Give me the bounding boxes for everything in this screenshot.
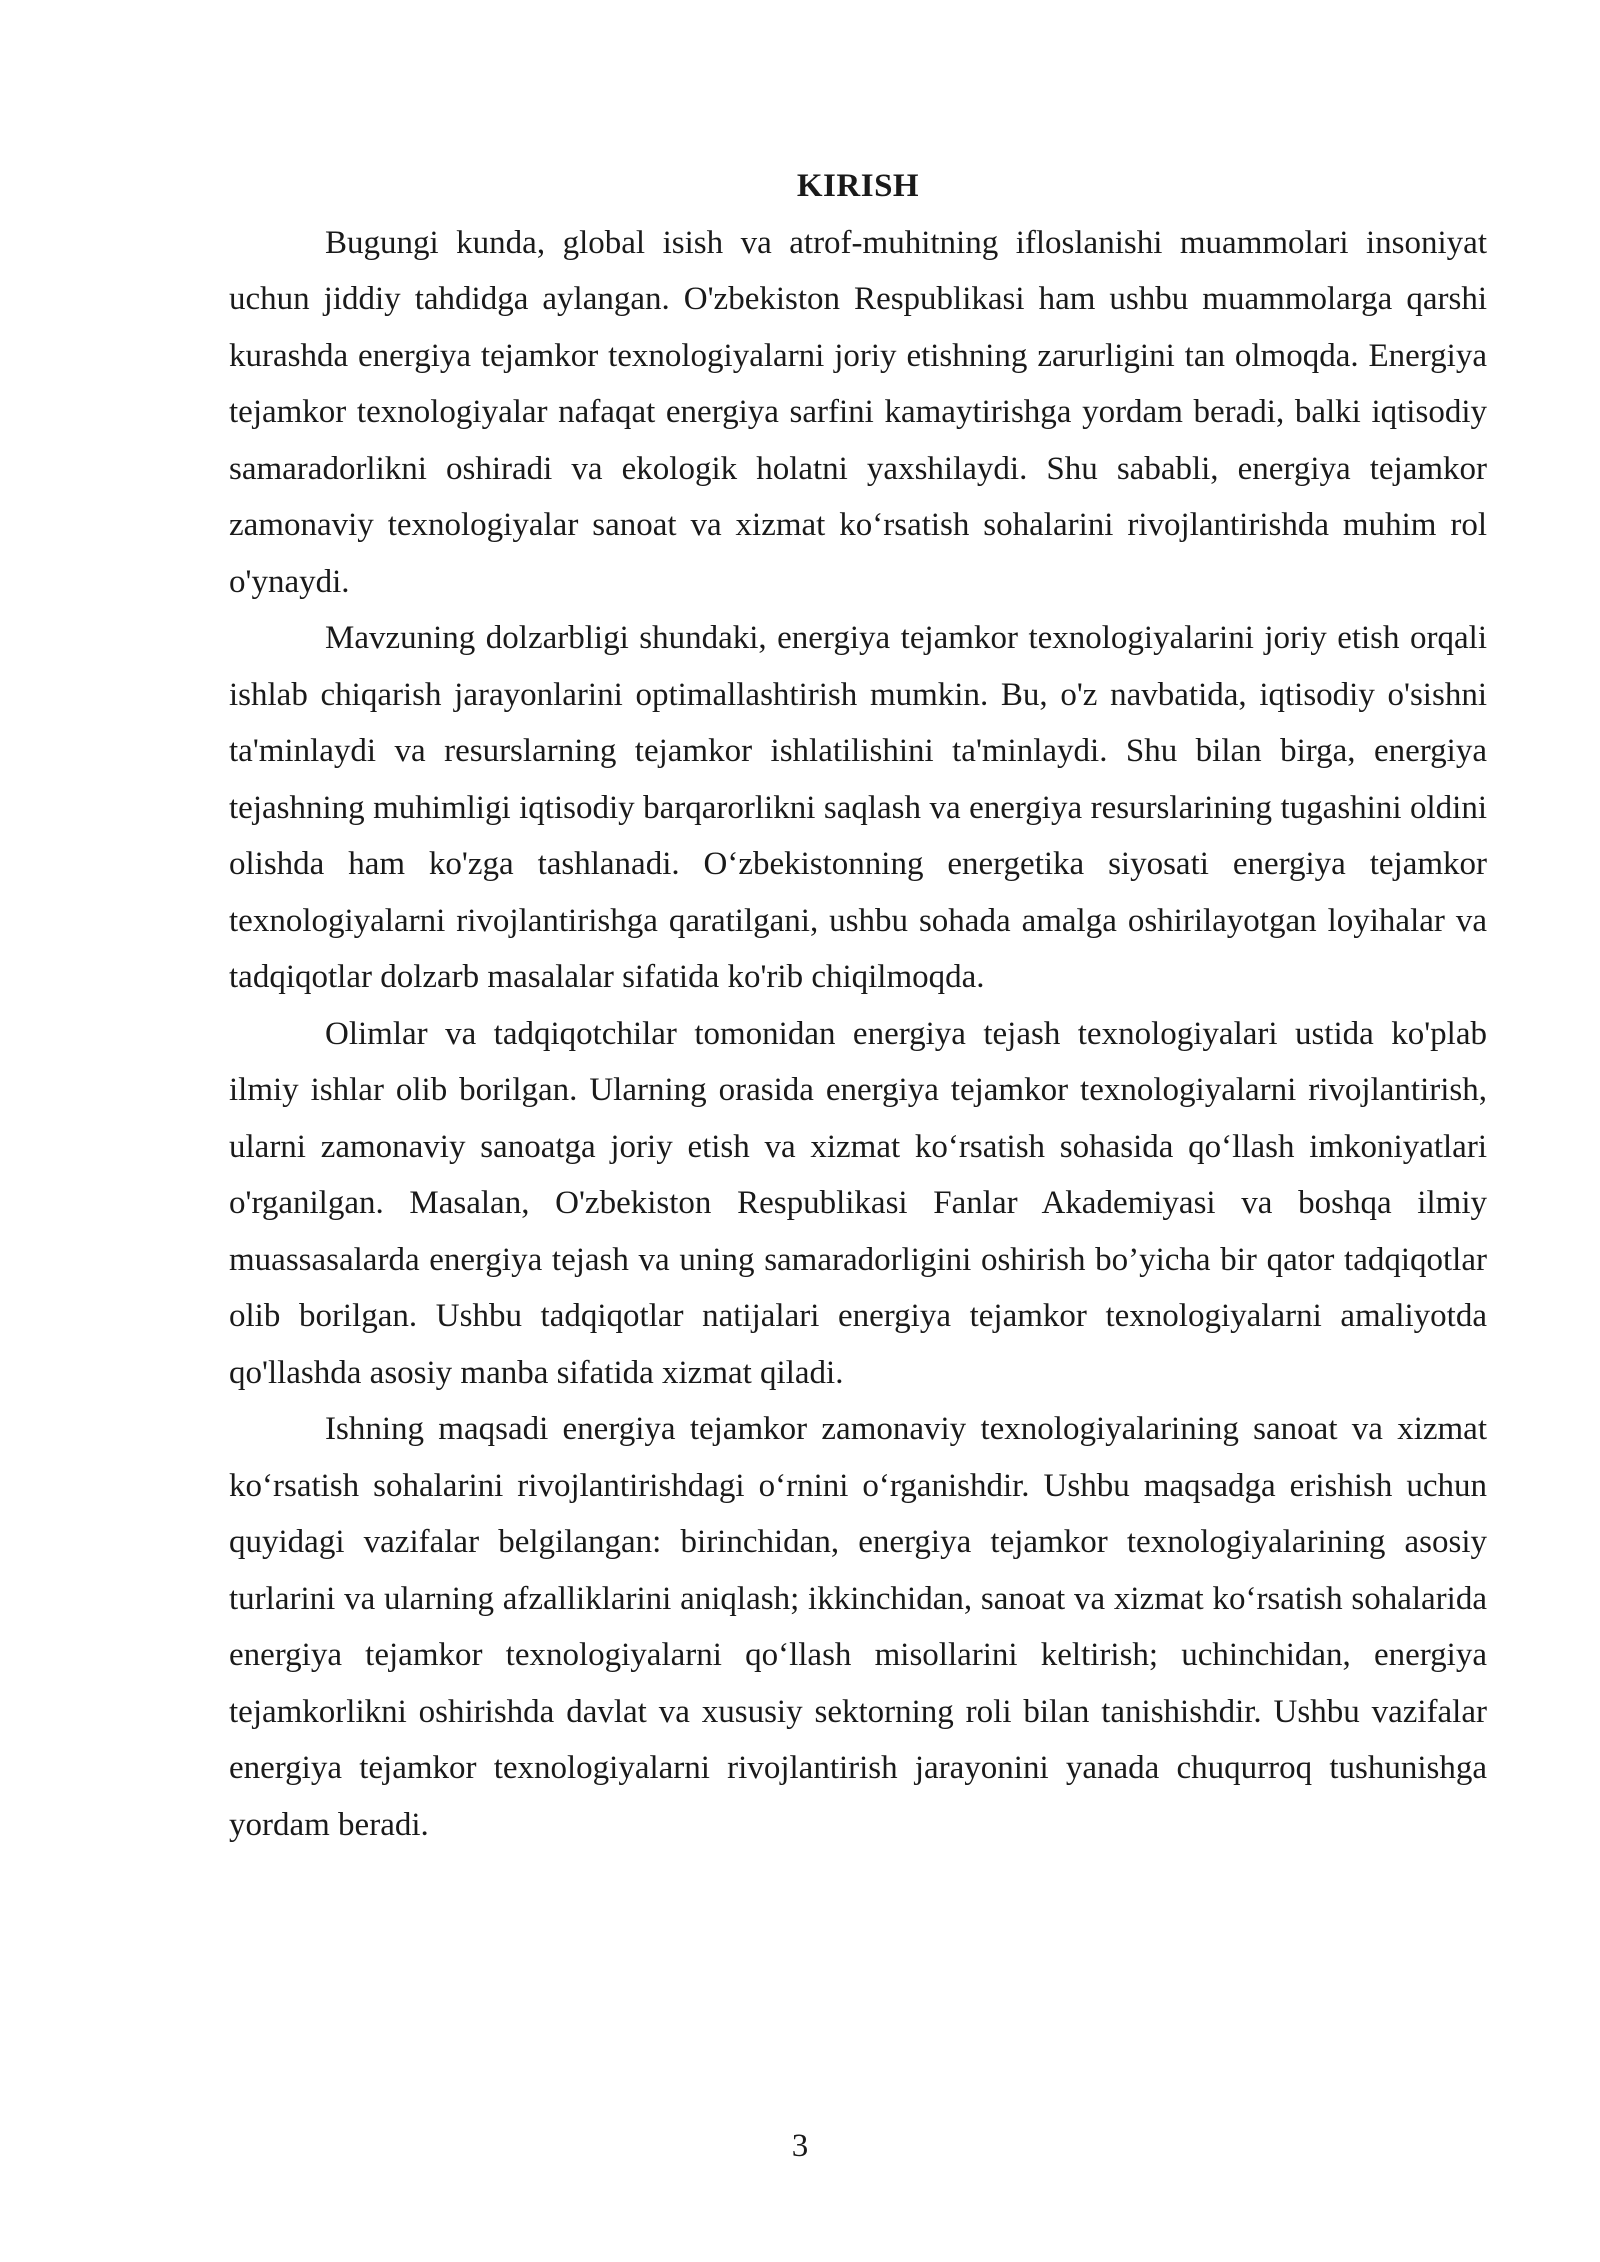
paragraph-intro: Bugungi kunda, global isish va atrof-muhitning ifloslanishi muammolari insoniyat uchun jiddiy tahdidga aylangan. O'zbekiston Respublikasi ham ushbu muammolarga qarshi kurashda energiya tejamkor texnologiyalarni joriy etishning zarurligini tan olmoqda. Energiya tejamkor texnologiyalar nafaqat energiya sarfini kamaytirishga yordam beradi, balki iqtisodiy samaradorlikni oshiradi va ekologik holatni yaxshilaydi. Shu sababli, energiya tejamkor zamonaviy texnologiyalar sanoat va xizmat ko‘rsatish sohalarini rivojlantirishda muhim rol o'ynaydi. <box>229 224 1487 600</box>
page-content <box>229 158 1487 1853</box>
section-title: KIRISH <box>796 168 920 204</box>
paragraph-research: Olimlar va tadqiqotchilar tomonidan energiya tejash texnologiyalari ustida ko'plab ilmiy ishlar olib borilgan. Ularning orasida energiya tejamkor texnologiyalarni rivojlantirish, ularni zamonaviy sanoatga joriy etish va xizmat ko‘rsatish sohasida qo‘llash imkoniyatlari o'rganilgan. Masalan, O'zbekiston Respublikasi Fanlar Akademiyasi va boshqa ilmiy muassasalarda energiya tejash va uning samaradorligini oshirish bo’yicha bir qator tadqiqotlar olib borilgan. Ushbu tadqiqotlar natijalari energiya tejamkor texnologiyalarni amaliyotda qo'llashda asosiy manba sifatida xizmat qiladi. <box>229 1015 1487 1391</box>
page-number: 3 <box>791 2128 809 2164</box>
paragraph-relevance: Mavzuning dolzarbligi shundaki, energiya tejamkor texnologiyalarini joriy etish orqali ishlab chiqarish jarayonlarini optimallashtirish mumkin. Bu, o'z navbatida, iqtisodiy o'sishni ta'minlaydi va resurslarning tejamkor ishlatilishini ta'minlaydi. Shu bilan birga, energiya tejashning muhimligi iqtisodiy barqarorlikni saqlash va energiya resurslarining tugashini oldini olishda ham ko'zga tashlanadi. O‘zbekistonning energetika siyosati energiya tejamkor texnologiyalarni rivojlantirishga qaratilgani, ushbu sohada amalga oshirilayotgan loyihalar va tadqiqotlar dolzarb masalalar sifatida ko'rib chiqilmoqda. <box>229 620 1487 995</box>
paragraph-goal: Ishning maqsadi energiya tejamkor zamonaviy texnologiyalarining sanoat va xizmat ko‘rsatish sohalarini rivojlantirishdagi o‘rnini o‘rganishdir. Ushbu maqsadga erishish uchun quyidagi vazifalar belgilangan: birinchidan, energiya tejamkor texnologiyalarining asosiy turlarini va ularning afzalliklarini aniqlash; ikkinchidan, sanoat va xizmat ko‘rsatish sohalarida energiya tejamkor texnologiyalarni qo‘llash misollarini keltirish; uchinchidan, energiya tejamkorlikni oshirishda davlat va xususiy sektorning roli bilan tanishishdir. Ushbu vazifalar energiya tejamkor texnologiyalarni rivojlantirish jarayonini yanada chuqurroq tushunishga yordam beradi. <box>229 1411 1487 1843</box>
